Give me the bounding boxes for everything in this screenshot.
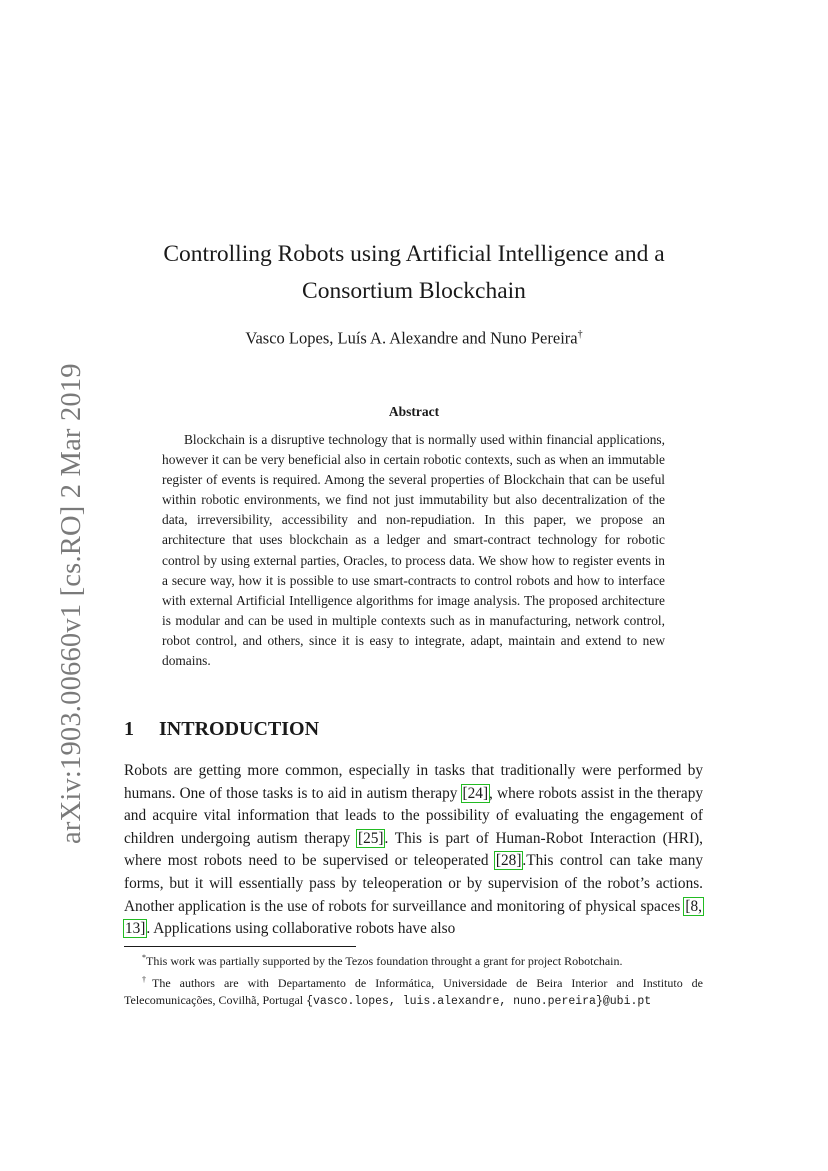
author-emails: {vasco.lopes, luis.alexandre, nuno.pereira} [306,995,603,1008]
citation-link-25[interactable]: [25] [357,829,384,847]
intro-text-4: .This control can take many forms, but it will essentially pass by teleoperation or by supervision of the robot’s actions. Another application is the use of robots for surveillance and monitoring of physical spaces [124,852,703,915]
footnote-affiliation-mark: † [142,974,152,984]
footnote-funding [124,949,703,971]
arxiv-identifier-text: arXiv:1903.00660v1 [cs.RO] 2 Mar 2019 [56,363,87,844]
section-title: INTRODUCTION [159,718,320,740]
footnote-funding-text: This work was partially supported by the Tezos foundation throught a grant for project Robotchain. [146,954,623,968]
abstract-heading: Abstract [388,404,440,419]
email-domain: @ubi.pt [602,995,652,1008]
footnote-divider [124,946,356,947]
title-line-2: Consortium Blockchain [302,278,526,304]
footnote-affiliation [124,971,703,1011]
section-number: 1 [124,718,134,740]
paper-title [120,236,708,310]
footnote-funding-mark: * [142,953,146,962]
abstract-text: Blockchain is a disruptive technology that is normally used within financial applications, however it can be very beneficial also in certain robotic contexts, such as when an immutable register of events is required. Among the several properties of Blockchain that can be useful within robotic environments, we find not just immutability but also decentralization of the data, irreversibility, accessibility and non-repudiation. In this paper, we propose an architecture that uses blockchain as a ledger and smart-contract technology for robotic control by using external parties, Oracles, to process data. We show how to register events in a secure way, how it is possible to use smart-contracts to control robots and how to interface with external Artificial Intelligence algorithms for image analysis. The proposed architecture is modular and can be used in multiple contexts such as in manufacturing, network control, robot control, and others, since it is easy to integrate, adapt, maintain and extend to new domains. [162,432,665,669]
footnote-affiliation-text: The authors are with Departamento de Informática, Universidade de Beira Interior and Instituto de Telecomunicações, Covilhã, Portugal [124,975,704,1007]
author-list [120,324,708,350]
title-line-1: Controlling Robots using Artificial Intelligence and a [163,241,665,267]
intro-text-3: . This is part of Human-Robot Interaction (HRI), where most robots need to be supervised or teleoperated [124,829,704,870]
intro-text-1: Robots are getting more common, especially in tasks that traditionally were performed by humans. One of those tasks is to aid in autism therapy [124,762,703,802]
citation-link-24[interactable]: [24] [462,784,489,802]
citation-link-28[interactable]: [28] [495,852,522,870]
author-names: Vasco Lopes, Luís A. Alexandre and Nuno Pereira [245,328,578,348]
section-heading [124,718,319,741]
author-footnote-mark: † [577,329,583,340]
citation-link-13[interactable]: 13] [125,920,146,938]
citation-link-8[interactable]: [8, [685,897,702,915]
footnotes [124,949,703,1011]
intro-text-5: . Applications using collaborative robots have also [146,920,456,938]
introduction-paragraph [124,760,703,941]
arxiv-identifier-stamp [6,362,87,844]
intro-text-2: , where robots assist in the therapy and acquire vital information that leads to the possibility of evaluating the engagement of children undergoing autism therapy [124,784,703,847]
